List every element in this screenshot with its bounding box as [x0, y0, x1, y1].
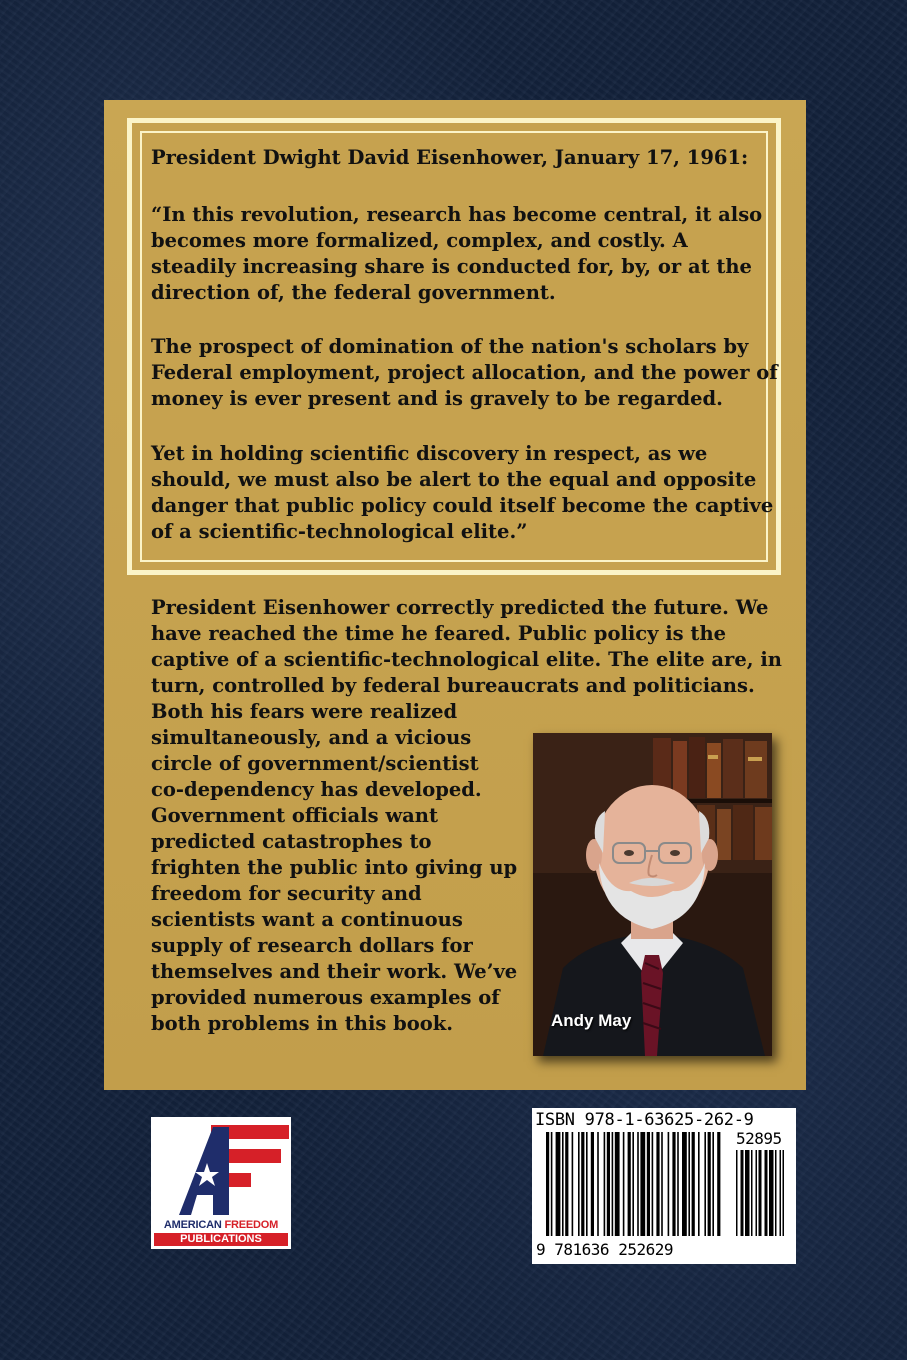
quote-line: should, we must also be alert to the equal and opposite	[151, 468, 757, 491]
publisher-name	[151, 1219, 291, 1231]
isbn-label: ISBN 978-1-63625-262-9	[535, 1110, 754, 1130]
body-line: frighten the public into giving up	[151, 856, 518, 879]
photo-caption: Andy May	[551, 1011, 632, 1030]
publisher-word-american: AMERICAN	[163, 1219, 222, 1231]
publisher-word-freedom: FREEDOM	[224, 1219, 279, 1231]
body-line: supply of research dollars for	[151, 934, 473, 957]
quote-line: of a scientific-technological elite.”	[151, 520, 528, 543]
body-line: themselves and their work. We’ve	[151, 960, 518, 983]
quote-line: steadily increasing share is conducted for, by, or at the	[151, 255, 752, 278]
body-line: Government officials want	[151, 804, 438, 827]
body-line: turn, controlled by federal bureaucrats and politicians.	[151, 674, 755, 697]
quote-heading: President Dwight David Eisenhower, January 17, 1961:	[151, 146, 749, 169]
publisher-logo	[151, 1117, 291, 1249]
body-line: circle of government/scientist	[151, 752, 479, 775]
quote-line: Federal employment, project allocation, and the power of	[151, 361, 778, 384]
body-line: Both his fears were realized	[151, 700, 458, 723]
quote-line: The prospect of domination of the nation's scholars by	[151, 335, 749, 358]
isbn-barcode	[532, 1108, 796, 1264]
body-line: freedom for security and	[151, 882, 422, 905]
publisher-word-publications: PUBLICATIONS	[154, 1233, 288, 1246]
quote-line: becomes more formalized, complex, and costly. A	[151, 229, 688, 252]
body-line: President Eisenhower correctly predicted the future. We	[151, 596, 769, 619]
body-line: have reached the time he feared. Public policy is the	[151, 622, 727, 645]
body-line: scientists want a continuous	[151, 908, 463, 931]
body-line: predicted catastrophes to	[151, 830, 432, 853]
quote-line: money is ever present and is gravely to be regarded.	[151, 387, 723, 410]
author-photo	[533, 733, 772, 1056]
af-monogram-icon	[151, 1117, 291, 1219]
author-portrait-illustration	[533, 733, 772, 1056]
body-line: simultaneously, and a vicious	[151, 726, 472, 749]
body-line: both problems in this book.	[151, 1012, 454, 1035]
quote-line: Yet in holding scientific discovery in respect, as we	[151, 442, 708, 465]
body-line: co-dependency has developed.	[151, 778, 482, 801]
quote-line: direction of, the federal government.	[151, 281, 556, 304]
quote-line: danger that public policy could itself become the captive	[151, 494, 774, 517]
body-line: captive of a scientific-technological elite. The elite are, in	[151, 648, 782, 671]
quote-line: “In this revolution, research has become central, it also	[151, 203, 763, 226]
price-code: 52895	[736, 1129, 782, 1148]
ean-digits: 9 781636 252629	[536, 1240, 673, 1259]
body-line: provided numerous examples of	[151, 986, 500, 1009]
